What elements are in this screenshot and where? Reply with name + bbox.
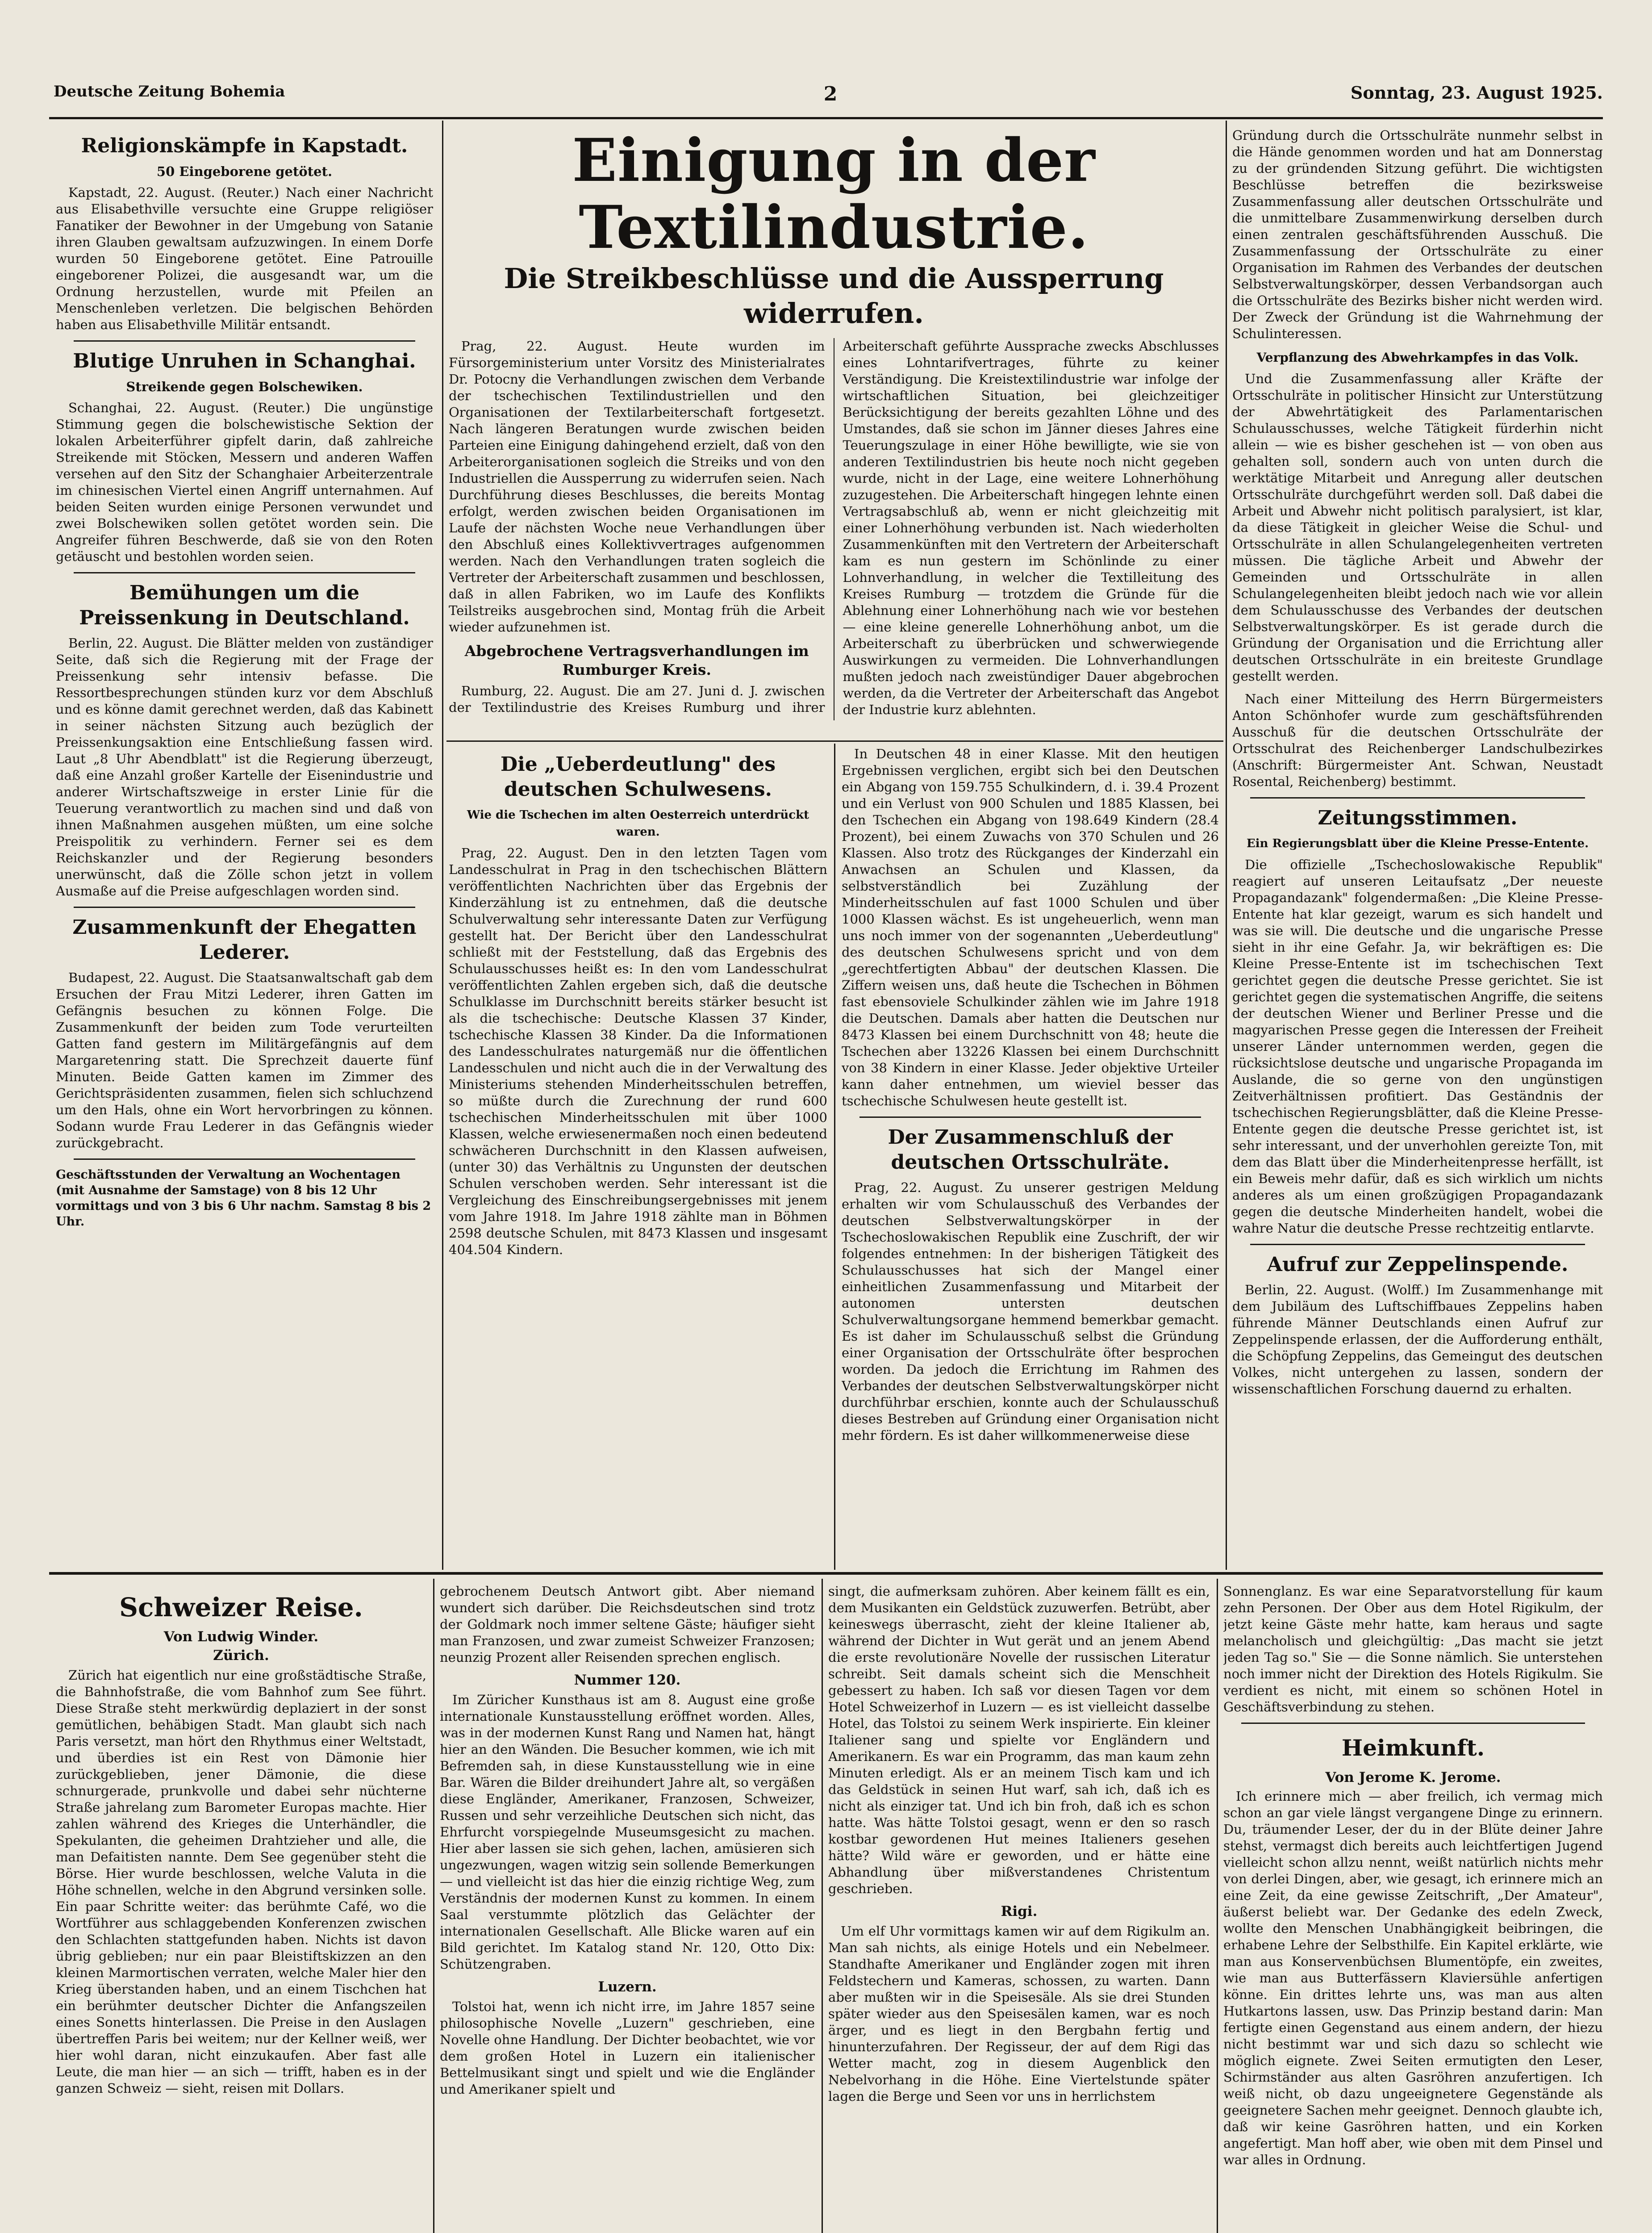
feuilleton-body-luzern: Tolstoi hat, wenn ich nicht irre, im Jahre 1857 seine philosophische Novelle „Luzern" geschrieben, eine Novelle ohne Handlung. Der Dichter beobachtet, wie vor dem großen Hotel in Luzern ein italienischer Bettelmusikant singt und spielt und wie die Engländer und Amerikaner spielt und [440, 1999, 815, 2097]
feuilleton-body-tolstoi: singt, die aufmerksam zuhören. Aber keinem fällt es ein, dem Musikanten ein Geldstück zuzuwerfen. Betrübt, aber keineswegs überrascht, zieht der kleine Italiener ab, während der Dichter in Wut gerät und an jenem Abend die erste revolutionäre Novelle der russischen Literatur schreibt. Seit damals scheint sich die Menschheit gebessert zu haben. Ich saß vor diesen Tagen vor dem Hotel Schweizerhof in Luzern — es ist vielleicht dasselbe Hotel, das Tolstoi zu seinem Werk inspirierte. Ein kleiner Italiener sang und spielte vor Engländern und Amerikanern. Es war ein Programm, das man kaum zehn Minuten erledigt. Als er an meinem Tisch kam und ich das Geldstück in seinen Hut warf, sah ich, daß ich es nicht als einziger tat. Und ich bin froh, daß ich es schon hatte. Was hätte Tolstoi gesagt, wenn er den so rasch kostbar gewordenen Hut meines Italieners gesehen hätte? Wild wäre er geworden, und er hätte eine Abhandlung über mißverstandenes Christentum geschrieben. [828, 1584, 1210, 1896]
article-title-kapstadt: Religionskämpfe in Kapstadt. [81, 134, 408, 157]
column-rule-1 [442, 121, 443, 1570]
main-article-columns [449, 338, 1219, 720]
header-date [1317, 83, 1603, 114]
article-body-kapstadt: Kapstadt, 22. August. (Reuter.) Nach einer Nachricht aus Elisabethville versuchte eine Gruppe religiöser Fanatiker der Bewohner in der Umgebung von Satanie ihren Glauben gewaltsam aufzuzwingen. In einem Dorfe wurden 50 Eingeborene getötet. Eine Patrouille eingeborener Polizei, die ausgesandt war, um die Ordnung herzustellen, wurde mit Pfeilen an Menschenleben verletzen. Die belgischen Behörden haben aus Elisabethville Militär entsandt. [56, 185, 433, 332]
article-title-ortsschulraete: Der Zusammenschluß der deutschen Ortsschulräte. [888, 1126, 1173, 1174]
main-body-prag: Prag, 22. August. Heute wurden im Fürsorgeministerium unter Vorsitz des Ministerialrates Dr. Potocny die Verhandlungen zwischen dem Verbande der tschechischen Textilindustriellen und den Organisationen der Textilarbeiterschaft fortgesetzt. Nach längeren Beratungen wurde zwischen beiden Parteien eine Einigung dahingehend erzielt, daß von den Arbeiterorganisationen sogleich die Streiks und von den Industriellen die Aussperrung zu widerrufen seien. Nach Durchführung dieses Beschlusses, die bereits Montag erfolgt, werden zwischen beiden Organisationen im Laufe der nächsten Woche neue Verhandlungen über den Abschluß eines Kollektivvertrages aufgenommen werden. Nach den Verhandlungen traten sogleich die Vertreter der Arbeiterschaft zusammen und beschlossen, daß in allen Fabriken, wo im Laufe des Konflikts Teilstreiks ausgebrochen sind, Montag früh die Arbeit wieder aufzunehmen ist. [449, 339, 825, 635]
article-body-presse-entente: Die offizielle „Tschechoslowakische Republik" reagiert auf unseren Leitaufsatz „Der neueste Propagandazank" folgendermaßen: „Die Kleine Presse-Entente hat klar gezeigt, warum es sich handelt und was sie will. Die deutsche und die ungarische Presse sieht in ihr eine Gefahr. Ja, wir bekräftigen es: Die Kleine Presse-Entente ist im tschechischen Text gerichtet gegen die deutsche Presse gerichtet. Sie ist gerichtet gegen die systematischen Angriffe, die seitens der deutschen Wiener und Berliner Presse und die magyarischen Presse gegen die Interessen der Freiheit unserer Länder unternommen werden, gegen die rücksichtslose deutsche und ungarische Propaganda im Auslande, die so gerne von den ungünstigen Zeitverhältnissen profitiert. Das Geständnis der tschechischen Regierungsblätter, daß die Kleine Presse-Entente gegen die deutsche Presse gerichtet ist, ist sehr interessant, und der unverhohlen gereizte Ton, mit dem das Blatt über die Minderheitenpresse herfällt, ist ein Beweis mehr dafür, daß es sich wirklich um nichts anderes als um einen großzügigen Propagandazank gegen die deutsche Minderheiten handelt, wobei die wahre Natur die deutsche Presse rechtzeitig entlarvte. [1232, 857, 1603, 1236]
article-body-ausschuss: Nach einer Mitteilung des Herrn Bürgermeisters Anton Schönhofer wurde zum geschäftsführenden Ausschuß für die deutschen Ortsschulräte der Ortsschulrat des Reichenberger Landschulbezirkes (Anschrift: Bürgermeister Ant. Schwan, Neustadt Rosental, Reichenberg) bestimmt. [1232, 691, 1603, 789]
feuilleton-body-zuerich: Zürich hat eigentlich nur eine großstädtische Straße, die Bahnhofstraße, die vom Bahnhof zum See führt. Diese Straße steht merkwürdig deplaziert in der sonst gemütlichen, behäbigen Stadt. Man glaubt sich nach Paris versetzt, man hört den Rhythmus einer Weltstadt, und überdies ist ein Rest von Dämonie hier zurückgeblieben, jener Dämonie, die diese schnurgerade, prunkvolle und dabei sehr nüchterne Straße jahrelang zum Barometer Europas machte. Hier zahlen während des Krieges die Unterhändler, die Spekulanten, die geheimen Drahtzieher und alle, die man Defaitisten nannte. Dem See gegenüber steht die Börse. Hier wurde beschlossen, welche Valuta in die Höhe schnellen, welche in den Abgrund versinken solle. Ein paar Schritte weiter: das berühmte Café, wo die Wortführer aus schlaggebenden Konferenzen zwischen den Schlachten stattgefunden haben. Nichts ist davon übrig geblieben; nur ein paar Bleistiftskizzen an den kleinen Marmortischen verraten, welche Maler hier den Krieg überstanden haben, und an einem Tischchen hat ein berühmter deutscher Dichter die Anfangszeilen eines Sonetts hinterlassen. Die Preise in den Auslagen übertreffen Paris bei weitem; nur der Kellner weiß, wer hier wohl daran, nicht einzukaufen. Aber fast alle Leute, die man hier — an sich — trifft, haben es in der ganzen Schweiz — sieht, reisen mit Dollars. [56, 1668, 426, 2096]
feuilleton-place-rigi: Rigi. [1001, 1903, 1038, 1919]
article-title-zeppelin: Aufruf zur Zeppelinspende. [1267, 1253, 1569, 1276]
date-text: Sonntag, 23. August 1925. [1350, 83, 1603, 103]
feuilleton-body-rigi: Um elf Uhr vormittags kamen wir auf dem Rigikulm an. Man sah nichts, als einige Hotels und ein Nebelmeer. Standhafte Amerikaner und Engländer zogen mit ihren Feldstechern und Kameras, schossen, zu warten. Dann aber mußten wir in die Speisesäle. Als sie drei Stunden später wieder aus den Speisesälen kamen, war es noch ärger, und es liegt in den Bergbahn fertig und hinunterzufahren. Der Regisseur, der auf dem Rigi das Wetter macht, zog in diesem Augenblick den Nebelvorhang in die Höhe. Eine Viertelstunde später lagen die Berge und Seen vor uns in herrlichstem [828, 1924, 1210, 2104]
divider [74, 340, 415, 342]
divider [1250, 1244, 1585, 1245]
page-number-text: 2 [823, 83, 838, 105]
column-rule-2 [834, 744, 835, 1570]
article-title-zeitungsstimmen: Zeitungsstimmen. [1318, 807, 1518, 829]
article-body-abwehrkampf: Und die Zusammenfassung aller Kräfte der Ortsschulräte in politischer Hinsicht zur Unterstützung der Abwehrtätigkeit des Parlamentarischen Schulausschusses, welche Tätigkeit fürderhin nicht allein — wie es bisher geschehen ist — von oben aus gehalten soll, sondern auch von unten durch die werktätige Mitarbeit und Anregung aller deutschen Ortsschulräte durchgeführt werden soll. Daß dabei die Arbeit und Abwehr nicht politisch paralysiert, ist klar, da diese Tätigkeit in gleicher Weise die Schul- und Ortsschulräte in allen Schulangelegenheiten vertreten müssen. Die tägliche Arbeit und Abwehr der Gemeinden und Ortsschulräte in allen Schulangelegenheiten bleibt jedoch nach wie vor allein dem Schulausschusse des Verbandes der deutschen Selbstverwaltungskörper. Es ist gerade durch die Gründung der Organisation und die Errichtung aller deutschen Ortsschulräte in ein breiteste Grundlage gestellt werden. [1232, 371, 1603, 684]
article-title-schulwesen: Die „Ueberdeutlung" des deutschen Schulwesens. [500, 753, 776, 801]
main-subhead-rumburg: Abgebrochene Vertragsverhandlungen im Rumburger Kreis. [464, 642, 809, 678]
article-title-lederer: Zusammenkunft der Ehegatten Lederer. [72, 916, 417, 964]
article-body-lederer: Budapest, 22. August. Die Staatsanwaltschaft gab dem Ersuchen der Frau Mitzi Lederer, ihren Gatten im Gefängnis besuchen zu können Folge. Die Zusammenkunft der beiden zum Tode verurteilten Gatten fand gestern im Militärgefängnis auf dem Margaretenring statt. Die Sprechzeit dauerte fünf Minuten. Beide Gatten kamen im Zimmer des Gerichtspräsidenten zusammen, fielen sich schluchzend um den Hals, ohne ein Wort hervorbringen zu können. Sodann wurde Frau Lederer in das Gefängnis wieder zurückgebracht. [56, 970, 433, 1150]
article-title-preissenkung: Bemühungen um die Preissenkung in Deutschland. [79, 581, 410, 629]
feuilleton-body-kunsthaus: Im Züricher Kunsthaus ist am 8. August eine große internationale Kunstausstellung eröffnet worden. Alles, was in der modernen Kunst Rang und Namen hat, hängt hier an den Wänden. Die Besucher kommen, wie ich mit Befremden sah, in diese Kunstausstellung wie in eine Bar. Wären die Bilder dreihundert Jahre alt, so vergäßen diese Engländer, Amerikaner, Franzosen, Schweizer, Russen und sehr verzeihliche Deutschen sich nicht, das Ehrfurcht vorspiegelnde Museumsgesicht zu machen. Hier aber lassen sie sich gehen, lachen, amüsieren sich ungezwungen, wagen witzig sein sollende Bemerkungen — und vielleicht ist das hier die einzig richtige Weg, zum Verständnis der modernen Kunst zu kommen. In einem Saal verstummte plötzlich das Gelächter der internationalen Gesellschaft. Alle Blicke waren auf ein Bild gerichtet. Im Katalog stand Nr. 120, Otto Dix: Schützengraben. [440, 1692, 815, 1972]
column-mid-right [842, 746, 1219, 1568]
article-body-schanghai: Schanghai, 22. August. (Reuter.) Die ungünstige Stimmung gegen die bolschewistische Sektion der lokalen Arbeiterführer gipfelt darin, daß zahlreiche Streikende mit Stöcken, Messern und anderen Waffen versehen auf den Sitz der Schanghaier Arbeiterzentrale im chinesischen Viertel einen Angriff unternahmen. Auf beiden Seiten wurden einige Personen verwundet und zwei Bolschewiken sollen getötet worden sein. Die Angreifer führen Beschwerde, daß sie von den Roten getäuscht und bestohlen worden seien. [56, 400, 433, 564]
feuilleton-col-2 [440, 1583, 815, 2233]
feuilleton-rule [49, 1572, 1603, 1575]
article-sub-schulwesen: Wie die Tschechen im alten Oesterreich unterdrückt waren. [467, 808, 809, 839]
divider [1241, 1723, 1585, 1724]
feuilleton-num-120: Nummer 120. [574, 1672, 681, 1688]
feuilleton-place-luzern: Luzern. [598, 1979, 657, 1995]
feuilleton-col-rule-1 [433, 1579, 434, 2233]
feuilleton-place-zuerich: Zürich. [213, 1648, 269, 1664]
divider [74, 907, 415, 908]
article-sub-kapstadt: 50 Eingeborene getötet. [156, 164, 333, 179]
feuilleton-body-heimkunft: Ich erinnere mich — aber freilich, ich vermag mich schon an gar viele längst vergangene Dinge zu erinnern. Du, träumender Leser, der du in der Blüte deiner Jahre stehst, vermagst dich bereits auch leichtfertigen Jugend vielleicht schon allzu nennt, weißt natürlich nichts mehr von derlei Dingen, aber, wie gesagt, ich erinnere mich an eine Zeit, da eine gewisse Zeitschrift, „Der Amateur", äußerst beliebt war. Der Gedanke des edeln Zweck, wollte den Menschen Unabhängigkeit beibringen, die erhabene Lehre der Selbsthilfe. Ein Kapitel erklärte, wie man aus Konservenbüchsen Blumentöpfe, ein zweites, wie man aus Butterfässern Klaviersühle anfertigen könne. Ein drittes lehrte uns, was man aus alten Hutkartons lassen, usw. Das Prinzip bestand darin: Man fertigte einen Gegenstand aus einem andern, der hiezu nicht bestimmt war und sich dazu so schlecht wie möglich eignete. Zwei Seiten ermutigten den Leser, Schirmständer aus alten Gasröhren anzufertigen. Ich weiß nicht, ob dazu ungeeignetere Gegenstände als geeignetere Sachen mehr geeignet. Dennoch glaubte ich, daß wir keine Gasröhren hatten, und ein Korken angefertigt. Man hoff aber, wie oben mit dem Pinsel und war alles in Ordnung. [1223, 1789, 1603, 2167]
masthead-left [54, 83, 321, 114]
subhead-abwehrkampf: Verpflanzung des Abwehrkampfes in das Volk. [1256, 350, 1579, 365]
divider [74, 1158, 415, 1160]
header-rule [49, 117, 1603, 119]
feuilleton-col-rule-3 [1217, 1579, 1218, 2233]
feuilleton-body-sonnenglanz: Sonnenglanz. Es war eine Separatvorstellung für kaum zehn Personen. Der Ober aus dem Hotel Rigikulm, der jetzt keine Gäste mehr hatte, kam heraus und sagte melancholisch und gleichgültig: „Das macht sie jetzt jeden Tag so." Sie — die Sonne nämlich. Sie unterstehen noch immer nicht der Direktion des Hotels Rigikulm. Sie verdient es nicht, mit einem so schönen Hotel in Geschäftsverbindung zu stehen. [1223, 1584, 1603, 1714]
divider [74, 572, 415, 573]
article-body-schulwesen-a: Prag, 22. August. Den in den letzten Tagen vom Landesschulrat in Prag in den tschechischen Blättern veröffentlichten Nachrichten über das Ergebnis der Kinderzählung ist zu entnehmen, daß die deutsche Schulverwaltung sehr interessante Daten zur Verfügung gestellt hat. Der Bericht über den Landesschulrat schließt mit der Feststellung, daß das Ergebnis des Schulausschusses heißt es: In den vom Landesschulrat veröffentlichten Zahlen ergeben sich, daß die deutsche Schulklasse im Durchschnitt bereits stärker besucht ist als die tschechische: Deutsche Klassen 37 Kinder, tschechische Klassen 38 Kinder. Da die Informationen des Landesschulrates naturgemäß nur die öffentlichen Landesschulen und nicht auch die in der Verwaltung des Ministeriums stehenden Minderheitsschulen betreffen, so müßte durch die Zurechnung der rund 600 tschechischen Minderheitsschulen mit über 1000 Klassen, welche erwiesenermaßen noch einen bedeutend schwächeren Durchschnitt in den Klassen aufweisen, (unter 30) das Verhältnis zu Ungunsten der deutschen Schulen verschoben werden. Sehr interessant ist die Vergleichung des Einschreibungsergebnisses mit jenem vom Jahre 1918. Im Jahre 1918 zählte man in Böhmen 2598 deutsche Schulen, mit 8473 Klassen und insgesamt 404.504 Kindern. [449, 845, 827, 1257]
feuilleton-author-jerome: Von Jerome K. Jerome. [1325, 1769, 1501, 1786]
article-body-ortsschulraete: Prag, 22. August. Zu unserer gestrigen Meldung erhalten wir vom Schulausschuß des Verbandes der deutschen Selbstverwaltungskörper in der Tschechoslowakischen Republik eine Zuschrift, der wir folgendes entnehmen: In der bisherigen Tätigkeit des Schulausschusses hat sich der Mangel einer einheitlichen Zusammenfassung und Mitarbeit der autonomen untersten deutschen Schulverwaltungsorgane hemmend bemerkbar gemacht. Es ist daher im Schulausschuß selbst die Gründung einer Organisation der Ortsschulräte öfter besprochen worden. Da jedoch die Errichtung im Rahmen des Verbandes der deutschen Selbstverwaltungskörper nicht durchführbar erschien, konnte auch der Schulausschuß dieses Bestreben auf Gründung einer Organisation nicht mehr fördern. Es ist daher willkommenerweise diese [842, 1180, 1219, 1443]
article-body-gruendung: Gründung durch die Ortsschulräte nunmehr selbst in die Hände genommen worden und hat am Donnerstag zu der gründenden Sitzung geführt. Die wichtigsten Beschlüsse betreffen die bezirksweise Zusammenfassung aller deutschen Ortsschulräte und die unmittelbare Zusammenwirkung derselben durch einen zentralen geschäftsführenden Ausschuß. Die Zusammenfassung der Ortsschulräte zu einer Organisation im Rahmen des Verbandes der deutschen Selbstverwaltungskörper, dessen Verbandsorgan auch die Ortsschulräte des Bezirks bisher nicht werden wird. Der Zweck der Gründung ist die Wahrnehmung der Schulinteressen. [1232, 128, 1603, 341]
feuilleton-body-reisende: gebrochenem Deutsch Antwort gibt. Aber niemand wundert sich darüber. Die Reichsdeutschen sind trotz der Goldmark noch immer seltene Gäste; häufiger sieht man Franzosen, und zwar zumeist Schweizer Franzosen; neunzig Prozent aller Reisenden sprechen englisch. [440, 1584, 815, 1665]
main-subheadline: Die Streikbeschlüsse und die Aussperrung widerrufen. [504, 262, 1164, 330]
article-body-schulwesen-b: In Deutschen 48 in einer Klasse. Mit den heutigen Ergebnissen verglichen, ergibt sich bei den Deutschen ein Abgang von 159.755 Schulkindern, d. i. 39.4 Prozent und ein Verlust von 900 Schulen und 1885 Klassen, bei den Tschechen ein Abgang von 198.649 Kindern (28.4 Prozent), bei einem Zuwachs von 370 Schulen und 26 Klassen. Also trotz des Rückganges der Kinderzahl ein Anwachsen an Schulen und Klassen, da selbstverständlich bei Zuzählung der Minderheitsschulen auf fast 1000 Schulen und über 1000 Klassen wächst. Es ist ungeheuerlich, wenn man uns noch immer von der sogenannten „Ueberdeutlung" des deutschen Schulwesens spricht und von dem „gerechtfertigten Abbau" der deutschen Klassen. Die Ziffern weisen uns, daß heute die Tschechen in Böhmen fast ebensoviele Schulkinder zählen wie im Jahre 1918 die Deutschen. Damals aber hatten die Deutschen nur 8473 Klassen bei einem Durchschnitt von 48; heute die Tschechen aber 13226 Klassen bei einem Durchschnitt von 38 Kindern in einer Klasse. Jeder objektive Urteiler kann daher entnehmen, um wieviel besser das tschechische Schulwesen heute gestellt ist. [842, 746, 1219, 1108]
page-number [786, 83, 875, 114]
article-sub-schanghai: Streikende gegen Bolschewiken. [126, 379, 363, 394]
divider [859, 1116, 1201, 1118]
main-headline: Einigung in der Textilindustrie. [572, 127, 1096, 262]
main-article [449, 127, 1219, 739]
feuilleton-col-rule-2 [822, 1579, 823, 2233]
column-rule-3 [1226, 121, 1227, 1570]
feuilleton-title-heimkunft: Heimkunft. [1341, 1735, 1485, 1761]
column-mid-left [449, 746, 827, 1568]
column-left [56, 127, 433, 1568]
article-body-zeppelin: Berlin, 22. August. (Wolff.) Im Zusammenhange mit dem Jubiläum des Luftschiffbaues Zeppelins haben führende Männer Deutschlands einen Aufruf zur Zeppelinspende erlassen, der die Aufforderung enthält, die Schöpfung Zeppelins, das Gemeingut des deutschen Volkes, nicht untergehen zu lassen, sondern der wissenschaftlichen Forschung dauernd zu erhalten. [1232, 1282, 1603, 1397]
article-sub-presse-entente: Ein Regierungsblatt über die Kleine Presse-Entente. [1246, 837, 1589, 850]
divider [1250, 797, 1585, 799]
feuilleton-col-4 [1223, 1583, 1603, 2233]
main-article-bottom-rule [446, 740, 1223, 742]
office-hours-notice: Geschäftsstunden der Verwaltung an Wochentagen (mit Ausnahme der Samstage) von 8 bis 12 Uhr vormittags und von 3 bis 6 Uhr nachm. Samstag 8 bis 2 Uhr. [56, 1168, 431, 1229]
feuilleton-title-schweiz: Schweizer Reise. [119, 1592, 363, 1622]
header-paper-name: Deutsche Zeitung Bohemia [54, 83, 285, 100]
feuilleton-col-1 [56, 1583, 426, 2233]
main-body-rumburg: Rumburg, 22. August. Die am 27. Juni d. J. zwischen der Textilindustrie des Kreises Rumburg und ihrer Arbeiterschaft geführte Aussprache zwecks Abschlusses eines Lohntarifvertrages, führte zu keiner Verständigung. Die Kreistextilindustrie war infolge der wirtschaftlichen Situation, bei gleichzeitiger Berücksichtigung der bereits gezahlten Löhne und des Umstandes, daß sie schon im Jänner dieses Jahres eine Teuerungszulage in einer Höhe bewilligte, wie sie von anderen Textilindustrien bis heute noch nicht gegeben wurde, nicht in der Lage, eine weitere Lohnerhöhung zuzugestehen. Die Arbeiterschaft hingegen lehnte einen Vertragsabschluß ab, wenn er nicht gleichzeitig mit einer Lohnerhöhung verbunden ist. Nach wiederholten Zusammenkünften mit den Vertretern der Arbeiterschaft kam es nun gestern im Schönlinde zu einer Lohnverhandlung, in welcher die Textilleitung des Kreises Rumburg — trotzdem die Gründe für die Ablehnung einer Lohnerhöhung nach wie vor bestehen — eine kleine generelle Lohnerhöhung anbot, um die Arbeiterschaft zu überbrücken und schwerwiegende Auswirkungen zu vermeiden. Die Lohnverhandlungen mußten jedoch nach zweistündiger Dauer abgebrochen werden, da die Vertreter der Arbeiterschaft das Angebot der Industrie kurz ablehnten. [449, 339, 1219, 717]
article-title-schanghai: Blutige Unruhen in Schanghai. [73, 350, 416, 372]
article-body-preissenkung: Berlin, 22. August. Die Blätter melden von zuständiger Seite, daß sich die Regierung mit der Frage der Preissenkung sehr intensiv befasse. Die Ressortbesprechungen stünden kurz vor dem Abschluß und es könne damit gerechnet werden, daß das Kabinett in seiner nächsten Sitzung auch bezüglich der Preissenkungsaktion eine Entschließung fassen wird. Laut „8 Uhr Abendblatt" ist die Regierung überzeugt, daß eine Anzahl großer Kartelle der Eisenindustrie und anderer Wirtschaftszweige in erster Linie für die Teuerung verantwortlich zu machen sind und daß von ihnen Maßnahmen ausgehen müßten, um eine solche Preispolitik zu verhindern. Ferner sei es dem Reichskanzler und der Regierung besonders unerwünscht, daß die Zölle schon jetzt in vollem Ausmaße auf die Preise aufgeschlagen worden sind. [56, 636, 433, 899]
feuilleton-col-3 [828, 1583, 1210, 2233]
column-right [1232, 127, 1603, 1568]
feuilleton-author-winder: Von Ludwig Winder. [163, 1629, 319, 1645]
